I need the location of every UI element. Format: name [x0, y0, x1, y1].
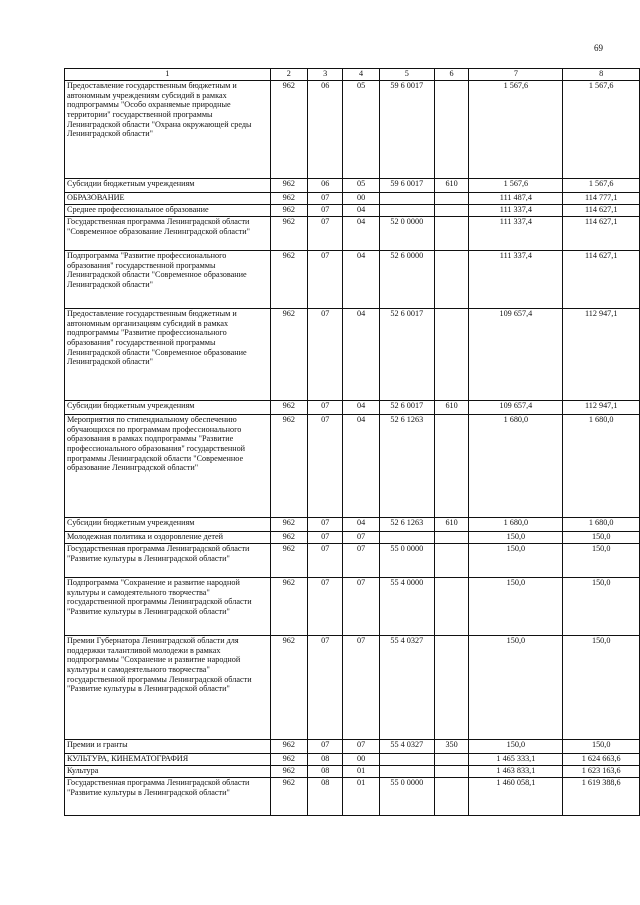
cell-ved: 962 [270, 217, 307, 251]
table-row [65, 578, 640, 636]
budget-table [64, 68, 640, 816]
header-row [65, 69, 640, 81]
header-cell: 3 [308, 69, 343, 81]
cell-ved: 962 [270, 754, 307, 766]
table-row [65, 778, 640, 816]
cell-year2: 114 627,1 [563, 205, 640, 217]
cell-ved: 962 [270, 81, 307, 179]
cell-year1: 1 567,6 [469, 81, 563, 179]
cell-ved: 962 [270, 518, 307, 532]
table-row [65, 415, 640, 518]
page-number: 69 [594, 43, 603, 53]
cell-year2: 150,0 [563, 544, 640, 578]
cell-vr [434, 251, 469, 309]
row-name: ОБРАЗОВАНИЕ [65, 193, 271, 205]
cell-rz: 07 [308, 415, 343, 518]
cell-vr [434, 636, 469, 740]
cell-pr: 04 [343, 309, 379, 401]
cell-rz: 07 [308, 740, 343, 754]
cell-year2: 1 623 163,6 [563, 766, 640, 778]
cell-vr [434, 578, 469, 636]
cell-rz: 07 [308, 217, 343, 251]
cell-csr: 59 6 0017 [379, 81, 434, 179]
cell-csr: 52 0 0000 [379, 217, 434, 251]
row-name: Мероприятия по стипендиальному обеспечению обучающихся по программам профессионального образования в рамках подпрограммы "Развитие профессионального образования" государственной программы Ленинградской области "Современное образование Ленинградской области" [65, 415, 271, 518]
row-name: Государственная программа Ленинградской области "Развитие культуры в Ленинградской области" [65, 544, 271, 578]
row-name: Субсидии бюджетным учреждениям [65, 179, 271, 193]
cell-pr: 04 [343, 415, 379, 518]
cell-year1: 111 487,4 [469, 193, 563, 205]
cell-csr: 55 0 0000 [379, 544, 434, 578]
cell-ved: 962 [270, 778, 307, 816]
cell-year1: 1 465 333,1 [469, 754, 563, 766]
header-cell: 8 [563, 69, 640, 81]
header-cell: 2 [270, 69, 307, 81]
row-name: Государственная программа Ленинградской области "Развитие культуры в Ленинградской области" [65, 778, 271, 816]
cell-rz: 07 [308, 193, 343, 205]
cell-year1: 1 460 058,1 [469, 778, 563, 816]
cell-year1: 1 567,6 [469, 179, 563, 193]
cell-csr: 55 4 0000 [379, 578, 434, 636]
table-row [65, 401, 640, 415]
cell-vr [434, 754, 469, 766]
cell-pr: 00 [343, 754, 379, 766]
row-name: Субсидии бюджетным учреждениям [65, 401, 271, 415]
cell-pr: 01 [343, 766, 379, 778]
cell-year2: 150,0 [563, 636, 640, 740]
cell-csr [379, 754, 434, 766]
cell-ved: 962 [270, 532, 307, 544]
row-name: Подпрограмма "Сохранение и развитие народной культуры и самодеятельного творчества" государственной программы Ленинградской области "Развитие культуры в Ленинградской области" [65, 578, 271, 636]
cell-rz: 07 [308, 544, 343, 578]
row-name: Культура [65, 766, 271, 778]
cell-rz: 07 [308, 401, 343, 415]
cell-year1: 111 337,4 [469, 217, 563, 251]
cell-vr: 610 [434, 518, 469, 532]
cell-vr: 610 [434, 179, 469, 193]
table-row [65, 766, 640, 778]
cell-pr: 05 [343, 81, 379, 179]
cell-rz: 07 [308, 578, 343, 636]
row-name: Государственная программа Ленинградской области "Современное образование Ленинградской области" [65, 217, 271, 251]
cell-year2: 150,0 [563, 578, 640, 636]
cell-year2: 1 567,6 [563, 179, 640, 193]
cell-csr: 55 0 0000 [379, 778, 434, 816]
cell-pr: 07 [343, 740, 379, 754]
header-cell: 1 [65, 69, 271, 81]
cell-vr [434, 309, 469, 401]
table-row [65, 636, 640, 740]
cell-vr: 610 [434, 401, 469, 415]
table-row [65, 544, 640, 578]
cell-rz: 06 [308, 179, 343, 193]
cell-csr: 55 4 0327 [379, 740, 434, 754]
table-row [65, 179, 640, 193]
table-body [65, 81, 640, 816]
cell-vr [434, 217, 469, 251]
row-name: КУЛЬТУРА, КИНЕМАТОГРАФИЯ [65, 754, 271, 766]
cell-csr [379, 205, 434, 217]
cell-pr: 07 [343, 636, 379, 740]
cell-year1: 1 680,0 [469, 518, 563, 532]
cell-ved: 962 [270, 544, 307, 578]
cell-pr: 04 [343, 217, 379, 251]
cell-year1: 1 463 833,1 [469, 766, 563, 778]
cell-pr: 07 [343, 532, 379, 544]
cell-year1: 1 680,0 [469, 415, 563, 518]
header-cell: 4 [343, 69, 379, 81]
cell-year1: 150,0 [469, 532, 563, 544]
cell-pr: 01 [343, 778, 379, 816]
table-row [65, 81, 640, 179]
cell-year1: 150,0 [469, 740, 563, 754]
cell-pr: 04 [343, 251, 379, 309]
cell-year2: 112 947,1 [563, 309, 640, 401]
table-row [65, 251, 640, 309]
cell-ved: 962 [270, 205, 307, 217]
cell-rz: 07 [308, 251, 343, 309]
cell-rz: 06 [308, 81, 343, 179]
cell-vr [434, 532, 469, 544]
table-row [65, 754, 640, 766]
cell-csr: 59 6 0017 [379, 179, 434, 193]
cell-ved: 962 [270, 578, 307, 636]
cell-rz: 08 [308, 766, 343, 778]
cell-pr: 04 [343, 205, 379, 217]
row-name: Подпрограмма "Развитие профессионального образования" государственной программы Ленинградской области "Современное образование Ленинградской области" [65, 251, 271, 309]
cell-year2: 114 627,1 [563, 217, 640, 251]
cell-year2: 114 777,1 [563, 193, 640, 205]
cell-ved: 962 [270, 309, 307, 401]
header-cell: 7 [469, 69, 563, 81]
cell-vr [434, 544, 469, 578]
cell-pr: 04 [343, 518, 379, 532]
table-row [65, 532, 640, 544]
cell-csr: 52 6 0017 [379, 401, 434, 415]
cell-ved: 962 [270, 766, 307, 778]
table-row [65, 217, 640, 251]
cell-ved: 962 [270, 415, 307, 518]
cell-vr [434, 81, 469, 179]
cell-pr: 04 [343, 401, 379, 415]
cell-csr: 52 6 0000 [379, 251, 434, 309]
cell-vr [434, 205, 469, 217]
cell-rz: 07 [308, 532, 343, 544]
cell-rz: 08 [308, 754, 343, 766]
cell-csr [379, 193, 434, 205]
cell-ved: 962 [270, 251, 307, 309]
cell-csr [379, 532, 434, 544]
table-row [65, 193, 640, 205]
cell-year1: 150,0 [469, 636, 563, 740]
cell-year2: 114 627,1 [563, 251, 640, 309]
cell-rz: 07 [308, 309, 343, 401]
cell-csr: 55 4 0327 [379, 636, 434, 740]
cell-vr: 350 [434, 740, 469, 754]
cell-rz: 07 [308, 205, 343, 217]
cell-vr [434, 766, 469, 778]
cell-year2: 1 680,0 [563, 415, 640, 518]
header-cell: 6 [434, 69, 469, 81]
cell-vr [434, 415, 469, 518]
row-name: Субсидии бюджетным учреждениям [65, 518, 271, 532]
row-name: Предоставление государственным бюджетным и автономным организациям субсидий в рамках подпрограммы "Развитие профессионального образования" государственной программы Ленинградской области "Современное образование Ленинградской области" [65, 309, 271, 401]
row-name: Премии и гранты [65, 740, 271, 754]
cell-year2: 1 567,6 [563, 81, 640, 179]
table-row [65, 518, 640, 532]
cell-year1: 111 337,4 [469, 251, 563, 309]
table-header [65, 69, 640, 81]
table-row [65, 205, 640, 217]
table-row [65, 309, 640, 401]
cell-csr: 52 6 1263 [379, 415, 434, 518]
cell-year2: 150,0 [563, 740, 640, 754]
cell-year1: 150,0 [469, 544, 563, 578]
row-name: Премии Губернатора Ленинградской области для поддержки талантливой молодежи в рамках подпрограммы "Сохранение и развитие народной культуры и самодеятельного творчества" государственной программы Ленинградской области "Развитие культуры в Ленинградской области" [65, 636, 271, 740]
cell-ved: 962 [270, 179, 307, 193]
cell-year2: 1 619 388,6 [563, 778, 640, 816]
cell-pr: 07 [343, 578, 379, 636]
row-name: Среднее профессиональное образование [65, 205, 271, 217]
cell-csr [379, 766, 434, 778]
cell-year1: 111 337,4 [469, 205, 563, 217]
cell-year1: 150,0 [469, 578, 563, 636]
cell-pr: 07 [343, 544, 379, 578]
cell-year2: 1 680,0 [563, 518, 640, 532]
cell-rz: 07 [308, 636, 343, 740]
cell-ved: 962 [270, 401, 307, 415]
cell-year1: 109 657,4 [469, 309, 563, 401]
cell-pr: 00 [343, 193, 379, 205]
cell-pr: 05 [343, 179, 379, 193]
cell-vr [434, 193, 469, 205]
cell-year2: 150,0 [563, 532, 640, 544]
cell-year2: 112 947,1 [563, 401, 640, 415]
cell-ved: 962 [270, 193, 307, 205]
cell-vr [434, 778, 469, 816]
header-cell: 5 [379, 69, 434, 81]
cell-csr: 52 6 0017 [379, 309, 434, 401]
cell-ved: 962 [270, 740, 307, 754]
cell-year1: 109 657,4 [469, 401, 563, 415]
row-name: Предоставление государственным бюджетным и автономным учреждениям субсидий в рамках подпрограммы "Особо охраняемые природные территории" государственной программы Ленинградской области "Охрана окружающей среды Ленинградской области" [65, 81, 271, 179]
cell-ved: 962 [270, 636, 307, 740]
cell-rz: 07 [308, 518, 343, 532]
cell-csr: 52 6 1263 [379, 518, 434, 532]
cell-rz: 08 [308, 778, 343, 816]
row-name: Молодежная политика и оздоровление детей [65, 532, 271, 544]
table-row [65, 740, 640, 754]
cell-year2: 1 624 663,6 [563, 754, 640, 766]
